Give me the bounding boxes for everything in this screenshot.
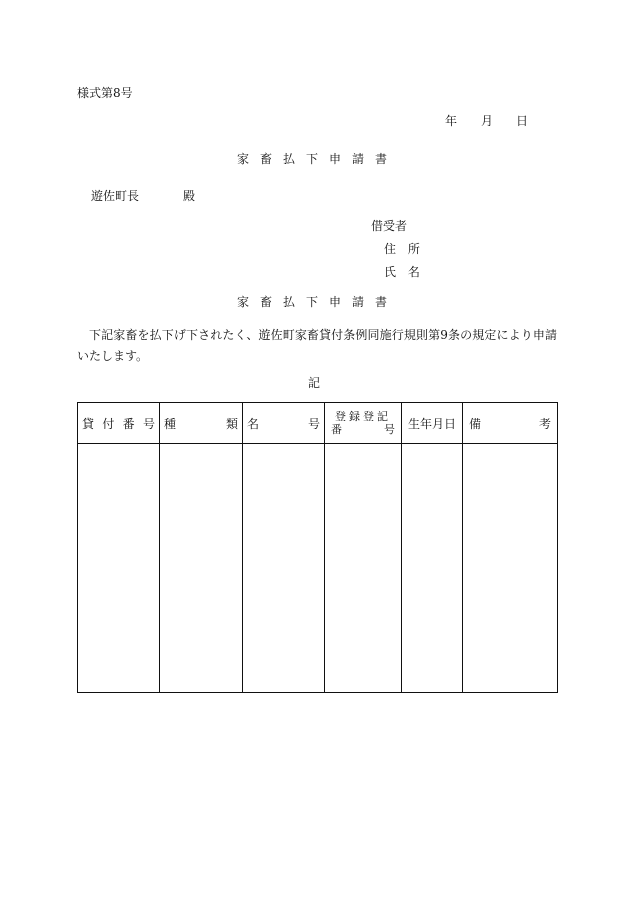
borrower-label: 借受者: [371, 219, 408, 233]
column-header-registration-number: 登録登記 番 号: [325, 403, 402, 444]
application-body-text: 下記家畜を払下げ下されたく、遊佐町家畜貸付条例同施行規則第9条の規定により申請いたします。: [77, 328, 557, 363]
date-day-label: 日: [516, 114, 529, 128]
column-header-birth-date: 生年月日: [402, 403, 463, 444]
column-header-remarks: 備 考: [463, 403, 558, 444]
record-label: 記: [308, 376, 321, 390]
honorific: 殿: [183, 189, 196, 203]
address-label: 住 所: [384, 242, 420, 256]
table-header-row: [78, 403, 558, 444]
column-header-name-number: 名 号: [243, 403, 325, 444]
addressee: 遊佐町長: [91, 189, 140, 203]
name-label: 氏 名: [384, 265, 420, 279]
table-row: [78, 444, 558, 693]
livestock-table: [77, 402, 558, 693]
column-header-kind: 種 類: [160, 403, 243, 444]
table-cell-kind[interactable]: [160, 444, 243, 693]
table-cell-registration-number[interactable]: [325, 444, 402, 693]
form-number: 様式第8号: [77, 86, 133, 100]
application-title: 家畜払下申請書: [237, 295, 399, 309]
date-month-label: 月: [481, 114, 494, 128]
table-cell-remarks[interactable]: [463, 444, 558, 693]
date-year-label: 年: [445, 114, 458, 128]
document-title: 家畜払下申請書: [237, 152, 399, 166]
table-cell-birth-date[interactable]: [402, 444, 463, 693]
column-header-loan-number: 貸 付 番 号: [78, 403, 160, 444]
table-cell-name-number[interactable]: [243, 444, 325, 693]
table-cell-loan-number[interactable]: [78, 444, 160, 693]
